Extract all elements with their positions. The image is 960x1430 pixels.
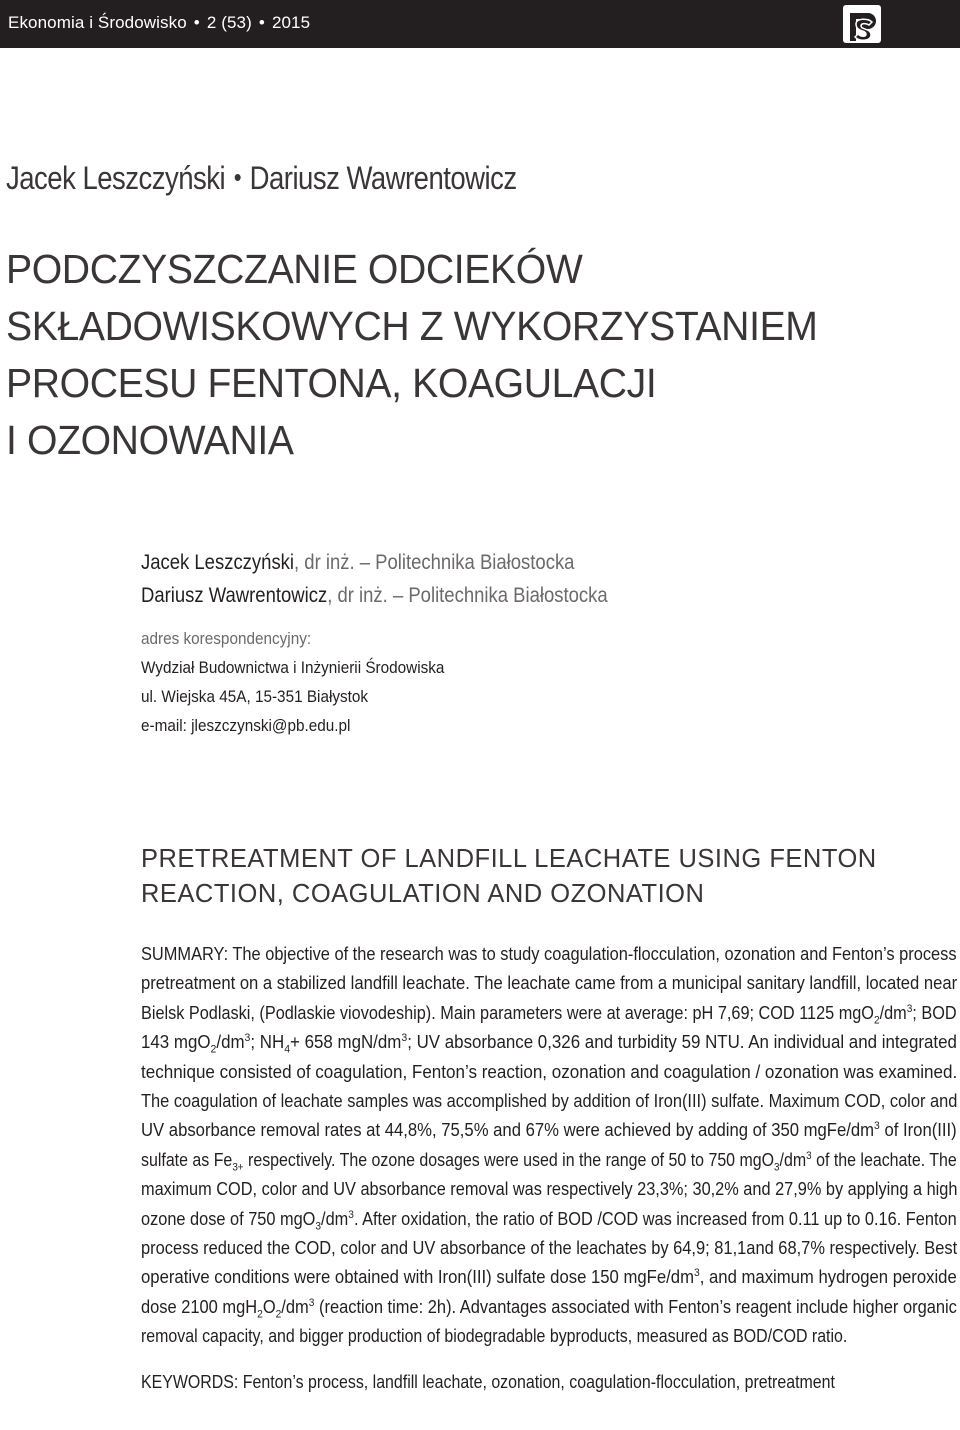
separator-dot: • (258, 13, 265, 32)
title-line: PRETREATMENT OF LANDFILL LEACHATE USING FENTON (141, 845, 877, 873)
affiliation-2 (141, 579, 608, 612)
title-line: SKŁADOWISKOWYCH Z WYKORZYSTANIEM (6, 303, 818, 349)
author-2: Dariusz Wawrentowicz (249, 160, 517, 196)
summary-line: maximum COD, color and UV absorbance removal was respectively 23,3%; 30,2% and 27,9% by applying a high (141, 1179, 958, 1200)
summary-line: sulfate as $Fe_{3+}$ respectively. The ozone dosages were used in the range of 50 to 750 $mgO_3/dm^3$ of the leachate. The (141, 1149, 957, 1174)
keywords: KEYWORDS: Fenton’s process, landfill leachate, ozonation, coagulation-flocculation, pretreatment (141, 1372, 835, 1392)
correspondence-line: Wydział Budownictwa i Inżynierii Środowiska (141, 658, 445, 677)
author-affiliations (141, 546, 608, 612)
affiliation-degree: , dr inż. (327, 584, 388, 607)
summary-abstract (141, 940, 957, 1352)
affiliation-institution: – Politechnika Białostocka (387, 584, 608, 607)
summary-line: The coagulation of leachate samples was accomplished by addition of Iron(III) sulfate. Maximum COD, color and (141, 1091, 958, 1112)
journal-name: Ekonomia i Środowisko (8, 13, 187, 32)
affiliation-degree: , dr inż. (294, 551, 355, 574)
summary-line: process reduced the COD, color and UV absorbance of the leachates by 64,9; 81,1and 68,7% respectively. Best (141, 1238, 958, 1259)
journal-logo-icon (842, 4, 882, 44)
summary-line: dose 2100 $mgH_2O_2/dm^3$ (reaction time: 2h). Advantages associated with Fenton’s reagent include higher organic (141, 1296, 957, 1321)
summary-line: Bielsk Podlaski, (Podlaskie viovodeship). Main parameters were at average: pH 7,69; COD 1125 $mgO_2/dm^3$; BOD (141, 1002, 957, 1027)
separator-dot: • (193, 13, 200, 32)
summary-line: pretreatment on a stabilized landfill leachate. The leachate came from a municipal sanitary landfill, located near (141, 973, 958, 994)
correspondence-address (141, 624, 444, 740)
summary-line: 143 $mgO_2/dm^3$; $NH_4+ 658$ mgN/$dm^3$; UV absorbance 0,326 and turbidity 59 NTU. An individual and integrated (141, 1032, 957, 1056)
affiliation-1 (141, 546, 608, 579)
article-title-english (141, 842, 877, 912)
author-1: Jacek Leszczyński (6, 160, 226, 196)
title-line: PODCZYSZCZANIE ODCIEKÓW (6, 246, 583, 292)
correspondence-label: adres korespondencyjny: (141, 629, 312, 648)
summary-line: removal capacity, and bigger production of biodegradable byproducts, measured as BOD/COD ratio. (141, 1326, 848, 1347)
affiliation-name: Jacek Leszczyński (141, 551, 295, 574)
article-title-polish (6, 241, 818, 469)
journal-issue: 2 (53) (206, 13, 252, 32)
title-line: PROCESU FENTONA, KOAGULACJI (6, 360, 657, 406)
journal-citation (8, 13, 310, 33)
affiliation-institution: – Politechnika Białostocka (354, 551, 575, 574)
title-line: REACTION, COAGULATION AND OZONATION (141, 880, 705, 908)
affiliation-name: Dariusz Wawrentowicz (141, 584, 328, 607)
summary-line: ozone dose of 750 $mgO_3/dm^3$. After oxidation, the ratio of BOD /COD was increased from 0.11 up to 0.16. Fenton (141, 1208, 957, 1233)
correspondence-email: e-mail: jleszczynski@pb.edu.pl (141, 716, 351, 735)
author-names (6, 160, 517, 197)
journal-header-bar (0, 0, 960, 48)
summary-line: UV absorbance removal rates at 44,8%, 75,5% and 67% were achieved by adding of 350 mgFe/$dm^3$ of Iron(III) (141, 1120, 957, 1141)
summary-line: SUMMARY: The objective of the research was to study coagulation-flocculation, ozonation and Fenton’s process (141, 944, 957, 964)
summary-line: technique consisted of coagulation, Fenton’s reaction, ozonation and coagulation / ozonation was examined. (141, 1061, 958, 1082)
summary-line: operative conditions were obtained with Iron(III) sulfate dose 150 mgFe/$dm^3$, and maximum hydrogen peroxide (141, 1267, 957, 1288)
title-line: I OZONOWANIA (6, 417, 294, 463)
journal-year: 2015 (271, 13, 311, 32)
author-separator: • (233, 162, 242, 192)
correspondence-line: ul. Wiejska 45A, 15-351 Białystok (141, 687, 369, 706)
